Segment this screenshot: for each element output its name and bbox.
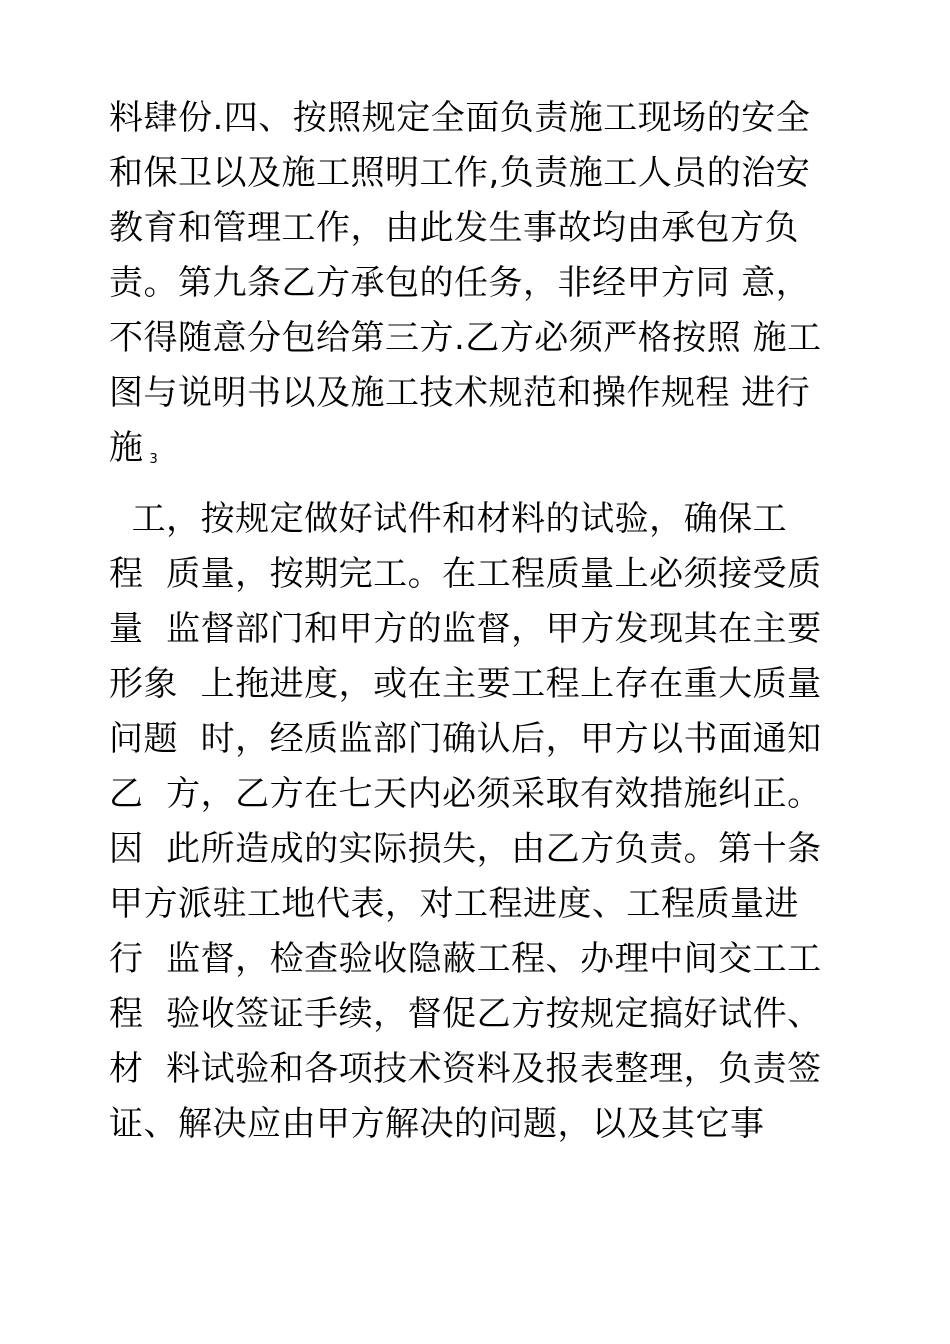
text-line: 程 质量，按期完工。在工程质量上必须接受质 [109,554,822,594]
text-line: 甲方派驻工地代表，对工程进度、工程质量进 [109,884,799,924]
text-line: 量 监督部门和甲方的监督，甲方发现其在主要 [109,609,822,649]
text-line-with-footnote [109,428,849,480]
text-line: 图与说明书以及施工技术规范和操作规程 进行 [109,373,811,413]
text-line: 不得随意分包给第三方.乙方必须严格按照 施工 [109,318,822,358]
text-line: 证、解决应由甲方解决的问题，以及其它事 [109,1104,765,1144]
text-line: 程 验收签证手续，督促乙方按规定搞好试件、 [109,994,822,1034]
text-line: 行 监督，检查验收隐蔽工程、办理中间交工工 [109,939,822,979]
text-line: 责。第九条乙方承包的任务，非经甲方同 意， [109,263,811,303]
text-line: 和保卫以及施工照明工作,负责施工人员的治安 [109,153,811,193]
text-line: 问题 时，经质监部门确认后，甲方以书面通知 [109,719,822,759]
text-line: 施 [109,428,144,468]
text-line: 因 此所造成的实际损失，由乙方负责。第十条 [109,829,822,869]
text-line: 形象 上拖进度，或在主要工程上存在重大质量 [109,664,822,704]
footnote-mark: 3 [149,452,159,467]
text-line: 乙 方，乙方在七天内必须采取有效措施纠正。 [109,774,822,814]
text-line: 工，按规定做好试件和材料的试验，确保工 [109,499,788,539]
text-line: 教育和管理工作，由此发生事故均由承包方负 [109,208,799,248]
text-line: 材 料试验和各项技术资料及报表整理，负责签 [109,1049,822,1089]
text-line: 料肆份.四、按照规定全面负责施工现场的安全 [109,98,811,138]
